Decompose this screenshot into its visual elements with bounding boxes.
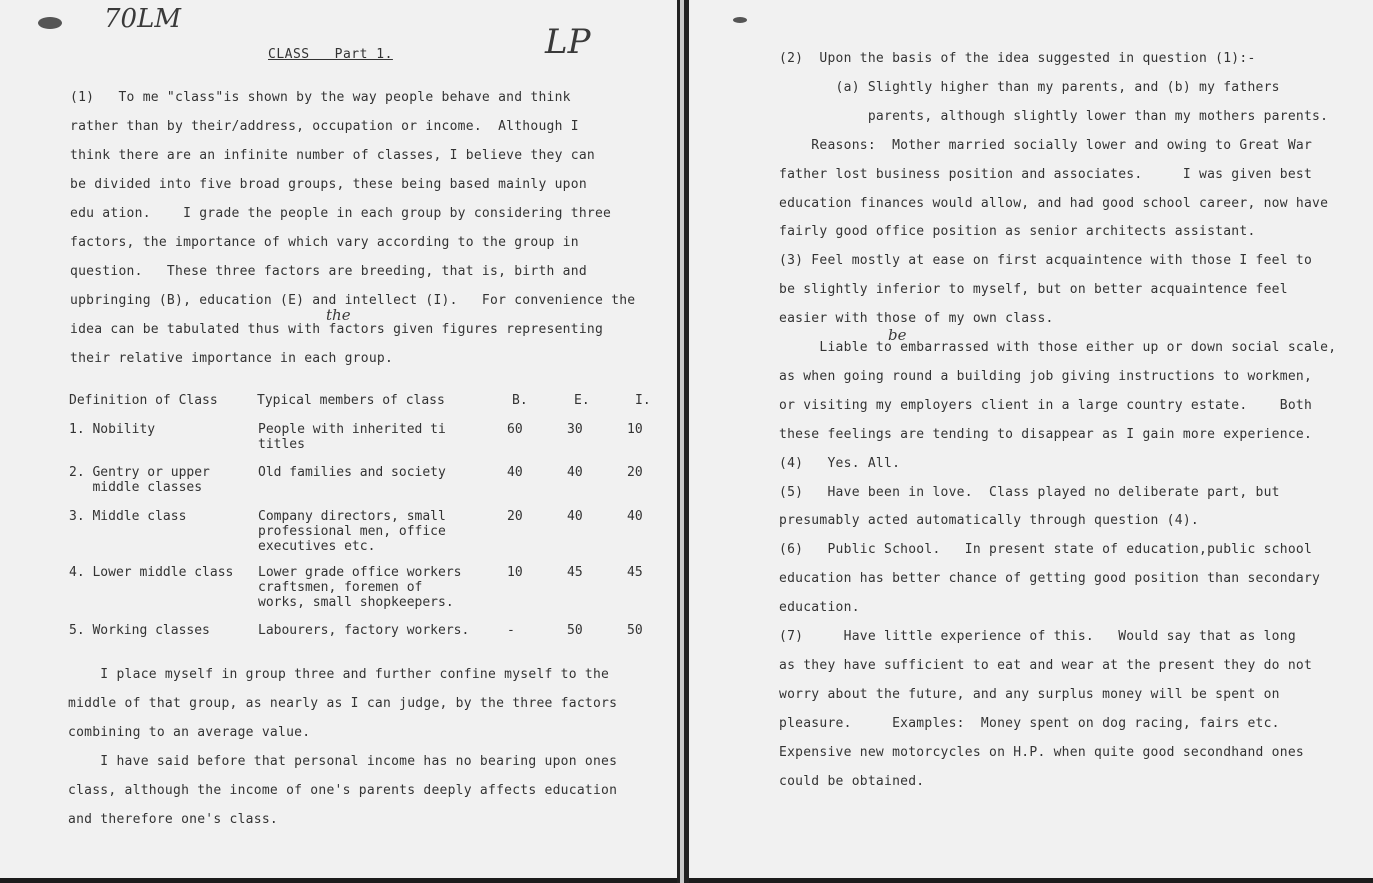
text-line: could be obtained. [779,773,925,789]
text-line: fairly good office position as senior architects assistant. [779,224,1256,240]
text-line: factors, the importance of which vary according to the group in [70,235,579,250]
table-cell: Labourers, factory workers. [258,623,470,638]
ink-smudge-right [733,17,747,23]
text-line: I have said before that personal income has no bearing upon ones [68,754,618,769]
handwritten-insertion-right: be [888,326,907,344]
right-page [689,0,1373,878]
text-line: Liable to embarrassed with those either up or down social scale, [779,340,1337,355]
table-cell: 45 [627,565,643,580]
table-cell: 40 [567,465,583,480]
text-line: I place myself in group three and further confine myself to the [68,667,610,682]
table-cell: 20 [507,509,523,524]
table-cell: Lower grade office workers craftsmen, foremen of works, small shopkeepers. [258,565,462,610]
left-page [0,0,677,878]
text-line: (3) Feel mostly at ease on first acquaintence with those I feel to [779,253,1313,269]
text-line: their relative importance in each group. [70,351,394,366]
text-line: be slightly inferior to myself, but on better acquaintence feel [779,282,1288,298]
table-cell: 10 [507,565,523,580]
table-cell: 50 [567,623,583,638]
ink-smudge [38,17,62,29]
text-line: (7) Have little experience of this. Would say that as long [779,629,1296,644]
text-line: presumably acted automatically through question (4). [779,513,1199,529]
text-line: middle of that group, as nearly as I can judge, by the three factors [68,696,618,711]
text-line: parents, although slightly lower than my mothers parents. [779,108,1329,124]
text-line: (1) To me "class"is shown by the way people behave and think [70,90,571,105]
text-line: class, although the income of one's parents deeply affects education [68,783,618,798]
table-cell: 50 [627,623,643,638]
text-line: education. [779,600,860,616]
handwritten-initials: LP [545,22,591,62]
text-line: (2) Upon the basis of the idea suggested in question (1):- [779,51,1256,66]
document-title: CLASS Part 1. [268,47,393,62]
table-header: B. [512,393,528,408]
table-cell: 10 [627,422,643,437]
text-line: upbringing (B), education (E) and intellect (I). For convenience the [70,293,636,308]
text-line: rather than by their/address, occupation or income. Although I [70,119,579,134]
text-line: education finances would allow, and had good school career, now have [779,195,1329,211]
text-line: be divided into five broad groups, these being based mainly upon [70,177,587,192]
text-line: edu ation. I grade the people in each group by considering three [70,206,612,221]
text-line: combining to an average value. [68,725,311,740]
table-cell: 1. Nobility [69,422,156,437]
text-line: (5) Have been in love. Class played no deliberate part, but [779,484,1280,500]
table-header: E. [574,393,590,408]
table-header: I. [635,393,651,408]
text-line: and therefore one's class. [68,812,278,827]
table-cell: 60 [507,422,523,437]
table-cell: Company directors, small professional men, office executives etc. [258,509,446,554]
text-line: question. These three factors are breeding, that is, birth and [70,264,587,279]
text-line: these feelings are tending to disappear as I gain more experience. [779,426,1313,442]
text-line: worry about the future, and any surplus money will be spent on [779,686,1280,702]
table-cell: 20 [627,465,643,480]
text-line: as they have sufficient to eat and wear at the present they do not [779,657,1313,673]
table-header: Typical members of class [257,393,445,408]
table-cell: People with inherited ti titles [258,422,446,452]
table-cell: 40 [627,509,643,524]
table-cell: 5. Working classes [69,623,210,638]
table-cell: - [507,623,515,638]
text-line: (6) Public School. In present state of education,public school [779,542,1313,558]
text-line: Expensive new motorcycles on H.P. when quite good secondhand ones [779,744,1304,760]
table-cell: 30 [567,422,583,437]
handwritten-insertion: the [326,306,351,324]
text-line: (4) Yes. All. [779,455,901,471]
text-line: pleasure. Examples: Money spent on dog racing, fairs etc. [779,715,1280,731]
text-line: as when going round a building job giving instructions to workmen, [779,368,1313,384]
table-cell: 2. Gentry or upper middle classes [69,465,210,495]
table-cell: 40 [567,509,583,524]
text-line: idea can be tabulated thus with factors given figures representing [70,322,604,337]
text-line: education has better chance of getting good position than secondary [779,571,1321,587]
text-line: easier with those of my own class. [779,311,1054,327]
text-line: or visiting my employers client in a large country estate. Both [779,397,1313,413]
table-cell: Old families and society [258,465,446,480]
table-cell: 3. Middle class [69,509,187,524]
table-cell: 40 [507,465,523,480]
text-line: Reasons: Mother married socially lower and owing to Great War [779,137,1313,153]
text-line: father lost business position and associates. I was given best [779,166,1313,182]
handwritten-reference: 70LM [104,4,181,34]
table-cell: 45 [567,565,583,580]
text-line: think there are an infinite number of classes, I believe they can [70,148,595,163]
text-line: (a) Slightly higher than my parents, and (b) my fathers [779,79,1280,95]
table-header: Definition of Class [69,393,218,408]
table-cell: 4. Lower middle class [69,565,234,580]
gutter-edge [680,0,684,883]
